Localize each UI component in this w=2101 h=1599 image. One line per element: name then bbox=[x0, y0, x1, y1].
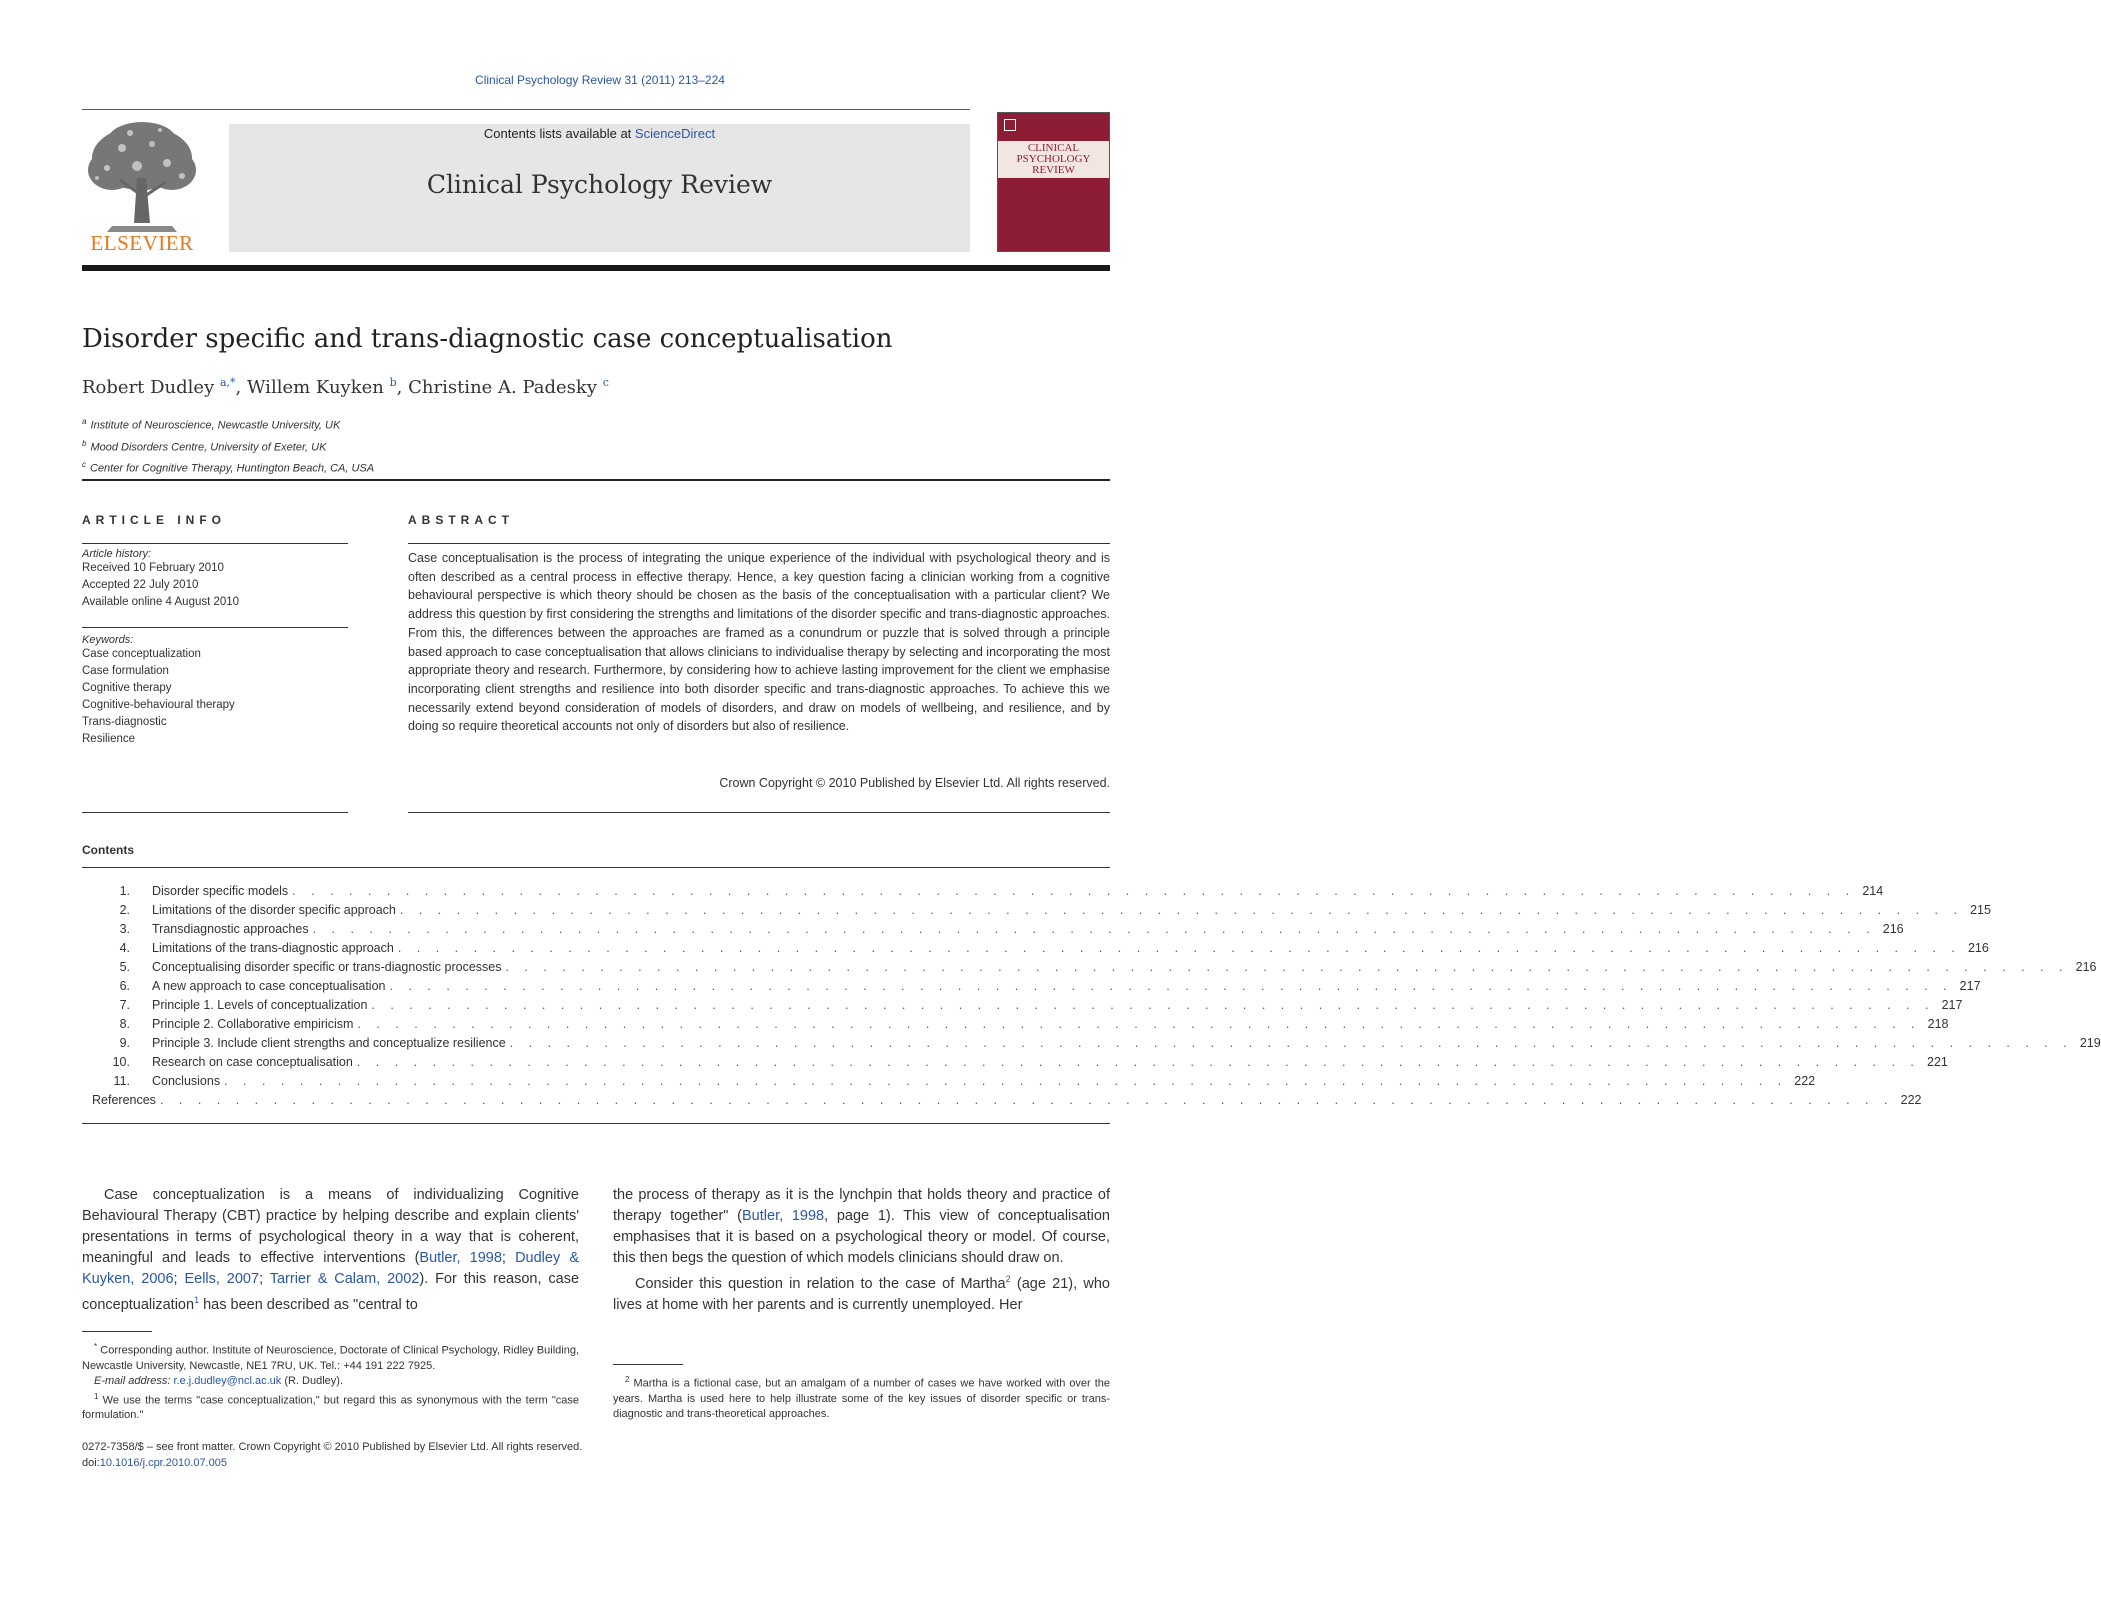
divider bbox=[408, 543, 1110, 544]
article-info-heading: ARTICLE INFO bbox=[82, 513, 226, 527]
affiliation: $^b$ Mood Disorders Centre, University of Exeter, UK bbox=[82, 438, 327, 454]
footnote-link[interactable]: 1 bbox=[194, 1295, 200, 1305]
body-column-left bbox=[82, 1185, 579, 1316]
elsevier-logo bbox=[82, 118, 202, 253]
author-list: Robert Dudley $^{a,*}$, Willem Kuyken $^b$, Christine A. Padesky $^c$ bbox=[82, 376, 609, 398]
journal-title[interactable]: Clinical Psychology Review bbox=[426, 170, 773, 199]
author-name: Willem Kuyken bbox=[247, 377, 384, 398]
keyword: Trans-diagnostic bbox=[82, 716, 167, 728]
toc-entry-references[interactable]: References . . . . . . . . . . . . . . . . . . . . . . . . . . . . . . . . . . . . . . . . . . . . . . . . . . . . . . . . . . . . . . . . . . . . . . . . . . . . . . . . . . . . . . . . . . . . 222 bbox=[82, 1091, 1110, 1110]
history-item: Received 10 February 2010 bbox=[82, 562, 224, 574]
article-history bbox=[82, 548, 348, 611]
history-item: Accepted 22 July 2010 bbox=[82, 579, 199, 591]
title-rule bbox=[82, 479, 1110, 481]
toc-entry[interactable]: 9. Principle 3. Include client strengths and conceptualize resilience . . . . . . . . . . . . . . . . . . . . . . . . . . . . . . . . . . . . . . . . . . . . . . . . . . . . . . . . . . . . . . . . . . . . . . . . . . . . . . . . . . . 219 bbox=[82, 1034, 1110, 1053]
table-of-contents bbox=[82, 882, 2101, 1110]
divider bbox=[82, 1123, 1110, 1124]
body-paragraph: the process of therapy as it is the lynchpin that holds theory and practice of therapy together" (Butler, 1998, page 1). This view of conceptualisation emphasises that it is based on a psychological theory or model. Of course, this then begs the question of which models clinicians should draw on. bbox=[613, 1187, 1110, 1266]
footnote-email: E-mail address: r.e.j.dudley@ncl.ac.uk (R. Dudley). bbox=[94, 1374, 344, 1387]
sciencedirect-link[interactable]: ScienceDirect bbox=[634, 126, 716, 141]
citation-link[interactable]: Tarrier & Calam, 2002 bbox=[269, 1271, 420, 1287]
divider bbox=[82, 543, 348, 544]
keyword: Cognitive-behavioural therapy bbox=[82, 699, 235, 711]
toc-entry[interactable]: 7. Principle 1. Levels of conceptualization . . . . . . . . . . . . . . . . . . . . . . . . . . . . . . . . . . . . . . . . . . . . . . . . . . . . . . . . . . . . . . . . . . . . . . . . . . . . . . . . . . . 217 bbox=[82, 996, 1110, 1015]
toc-entry[interactable]: 2. Limitations of the disorder specific approach . . . . . . . . . . . . . . . . . . . . . . . . . . . . . . . . . . . . . . . . . . . . . . . . . . . . . . . . . . . . . . . . . . . . . . . . . . . . . . . . . . . 215 bbox=[82, 901, 1110, 920]
doi-line: doi:10.1016/j.cpr.2010.07.005 bbox=[82, 1457, 227, 1469]
divider bbox=[82, 812, 348, 813]
keyword: Case formulation bbox=[82, 665, 169, 677]
journal-citation[interactable]: Clinical Psychology Review 31 (2011) 213–224 bbox=[475, 73, 725, 87]
toc-entry[interactable]: 8. Principle 2. Collaborative empiricism . . . . . . . . . . . . . . . . . . . . . . . . . . . . . . . . . . . . . . . . . . . . . . . . . . . . . . . . . . . . . . . . . . . . . . . . . . . . . . . . . . . 218 bbox=[82, 1015, 1110, 1034]
journal-cover[interactable] bbox=[997, 112, 1110, 252]
citation-link[interactable]: Butler, 1998 bbox=[419, 1250, 502, 1266]
abstract-text: Case conceptualisation is the process of integrating the unique experience of the individual with psychological theory and is often described as a central process in effective therapy. Hence, a key question facing a clinician working from a cognitive behavioural perspective is which theory should be chosen as the basis of the conceptualisation with a particular client? We address this question by first considering the strengths and limitations of the disorder specific and trans-diagnostic approaches. From this, the differences between the approaches are framed as a conundrum or puzzle that is solved through a principle based approach to case conceptualisation that allows clinicians to individualise therapy by selecting and incorporating the most appropriate theory and research. Furthermore, by considering how to achieve lasting improvement for the client we emphasise incorporating client strengths and resilience into both disorder specific and trans-diagnostic approaches. To achieve this we necessarily extend beyond consideration of models of disorders, and draw on models of wellbeing, and resilience, and by doing so require theoretical accounts not only of disorders but also of resilience. bbox=[408, 551, 1110, 734]
toc-entry[interactable]: 10. Research on case conceptualisation . . . . . . . . . . . . . . . . . . . . . . . . . . . . . . . . . . . . . . . . . . . . . . . . . . . . . . . . . . . . . . . . . . . . . . . . . . . . . . . . . . . 221 bbox=[82, 1053, 1110, 1072]
issn-line: 0272-7358/$ – see front matter. Crown Copyright © 2010 Published by Elsevier Ltd. All rights reserved. bbox=[82, 1441, 583, 1453]
body-column-right bbox=[613, 1185, 1110, 1316]
abstract-heading: ABSTRACT bbox=[408, 513, 514, 527]
footnote-rule bbox=[613, 1364, 683, 1365]
affiliation: $^c$ Center for Cognitive Therapy, Huntington Beach, CA, USA bbox=[82, 460, 375, 475]
history-item: Available online 4 August 2010 bbox=[82, 596, 240, 608]
divider bbox=[82, 627, 348, 628]
toc-entry[interactable]: 4. Limitations of the trans-diagnostic approach . . . . . . . . . . . . . . . . . . . . . . . . . . . . . . . . . . . . . . . . . . . . . . . . . . . . . . . . . . . . . . . . . . . . . . . . . . . . . . . . . . . 216 bbox=[82, 939, 1110, 958]
footnote-corresponding: * Corresponding author. Institute of Neuroscience, Doctorate of Clinical Psychology, Ridley Building, Newcastle University, Newcastle, NE1 7RU, UK. Tel.: +44 191 222 7925. bbox=[82, 1342, 579, 1372]
contents-heading: Contents bbox=[82, 843, 134, 857]
toc-entry[interactable]: 5. Conceptualising disorder specific or trans-diagnostic processes . . . . . . . . . . . . . . . . . . . . . . . . . . . . . . . . . . . . . . . . . . . . . . . . . . . . . . . . . . . . . . . . . . . . . . . . . . . . . . . . . . . 216 bbox=[82, 958, 1110, 977]
citation-link[interactable]: Dudley & Kuyken, 2006 bbox=[82, 1250, 579, 1287]
citation-link[interactable]: Eells, 2007 bbox=[184, 1271, 260, 1287]
footnote-2: $^2$ Martha is a fictional case, but an amalgam of a number of cases we have worked with over the years. Martha is used here to help illustrate some of the key issues of disorder specific or trans-diagnostic and trans-theoretical approaches. bbox=[613, 1375, 1110, 1420]
keyword: Resilience bbox=[82, 733, 136, 745]
keyword: Cognitive therapy bbox=[82, 682, 172, 694]
abstract-copyright: Crown Copyright © 2010 Published by Elsevier Ltd. All rights reserved. bbox=[719, 776, 1110, 790]
citation-link[interactable]: Butler, 1998 bbox=[742, 1208, 825, 1224]
divider bbox=[408, 812, 1110, 813]
cover-title: CLINICAL PSYCHOLOGY REVIEW bbox=[998, 141, 1109, 178]
author-affil-link[interactable]: b bbox=[389, 376, 397, 389]
toc-entry[interactable]: 1. Disorder specific models . . . . . . . . . . . . . . . . . . . . . . . . . . . . . . . . . . . . . . . . . . . . . . . . . . . . . . . . . . . . . . . . . . . . . . . . . . . . . . . . . . . 214 bbox=[82, 882, 1110, 901]
toc-entry[interactable]: 3. Transdiagnostic approaches . . . . . . . . . . . . . . . . . . . . . . . . . . . . . . . . . . . . . . . . . . . . . . . . . . . . . . . . . . . . . . . . . . . . . . . . . . . . . . . . . . . 216 bbox=[82, 920, 1110, 939]
body-paragraph: Consider this question in relation to the case of Martha$^2$ (age 21), who lives at home with her parents and is currently unemployed. Her bbox=[613, 1274, 1110, 1313]
cover-emblem bbox=[1004, 119, 1016, 131]
keywords-label: Keywords: bbox=[82, 634, 134, 646]
affiliation: $^a$ Institute of Neuroscience, Newcastle University, UK bbox=[82, 417, 341, 432]
toc-entry[interactable]: 6. A new approach to case conceptualisation . . . . . . . . . . . . . . . . . . . . . . . . . . . . . . . . . . . . . . . . . . . . . . . . . . . . . . . . . . . . . . . . . . . . . . . . . . . . . . . . . . . 217 bbox=[82, 977, 1110, 996]
footnote-1: $^1$ We use the terms "case conceptualization," but regard this as synonymous with the term "case formulation." bbox=[82, 1391, 579, 1422]
author-name: Christine A. Padesky bbox=[408, 377, 597, 398]
author-affil-link[interactable]: c bbox=[602, 376, 609, 389]
email-link[interactable]: r.e.j.dudley@ncl.ac.uk bbox=[173, 1374, 282, 1387]
header-thick-rule bbox=[82, 265, 1110, 271]
history-label: Article history: bbox=[82, 548, 152, 560]
footnote-rule bbox=[82, 1331, 152, 1332]
keyword: Case conceptualization bbox=[82, 648, 201, 660]
keywords bbox=[82, 634, 348, 748]
toc-entry[interactable]: 11. Conclusions . . . . . . . . . . . . . . . . . . . . . . . . . . . . . . . . . . . . . . . . . . . . . . . . . . . . . . . . . . . . . . . . . . . . . . . . . . . . . . . . . . . 222 bbox=[82, 1072, 1110, 1091]
header-rule bbox=[82, 109, 970, 110]
divider bbox=[82, 867, 1110, 868]
body-paragraph: Case conceptualization is a means of individualizing Cognitive Behavioural Therapy (CBT) practice by helping describe and explain clients' presentations in terms of psychological theory in a way that is coherent, meaningful and leads to effective interventions (Butler, 1998; Dudley & Kuyken, 2006; Eells, 2007; Tarrier & Calam, 2002). For this reason, case conceptualization$^1$ has been described as "central to bbox=[82, 1187, 580, 1313]
affiliations bbox=[82, 413, 374, 478]
footnote-link[interactable]: 2 bbox=[1005, 1274, 1011, 1284]
author-affil-link[interactable]: a,* bbox=[219, 376, 236, 389]
author-name: Robert Dudley bbox=[82, 377, 215, 398]
contents-availability: Contents lists available at ScienceDirect bbox=[483, 126, 716, 141]
footnotes-left bbox=[82, 1339, 579, 1423]
doi-link[interactable]: 10.1016/j.cpr.2010.07.005 bbox=[99, 1457, 227, 1469]
article-title: Disorder specific and trans-diagnostic case conceptualisation bbox=[82, 324, 893, 354]
publisher-wordmark: ELSEVIER bbox=[90, 231, 194, 255]
